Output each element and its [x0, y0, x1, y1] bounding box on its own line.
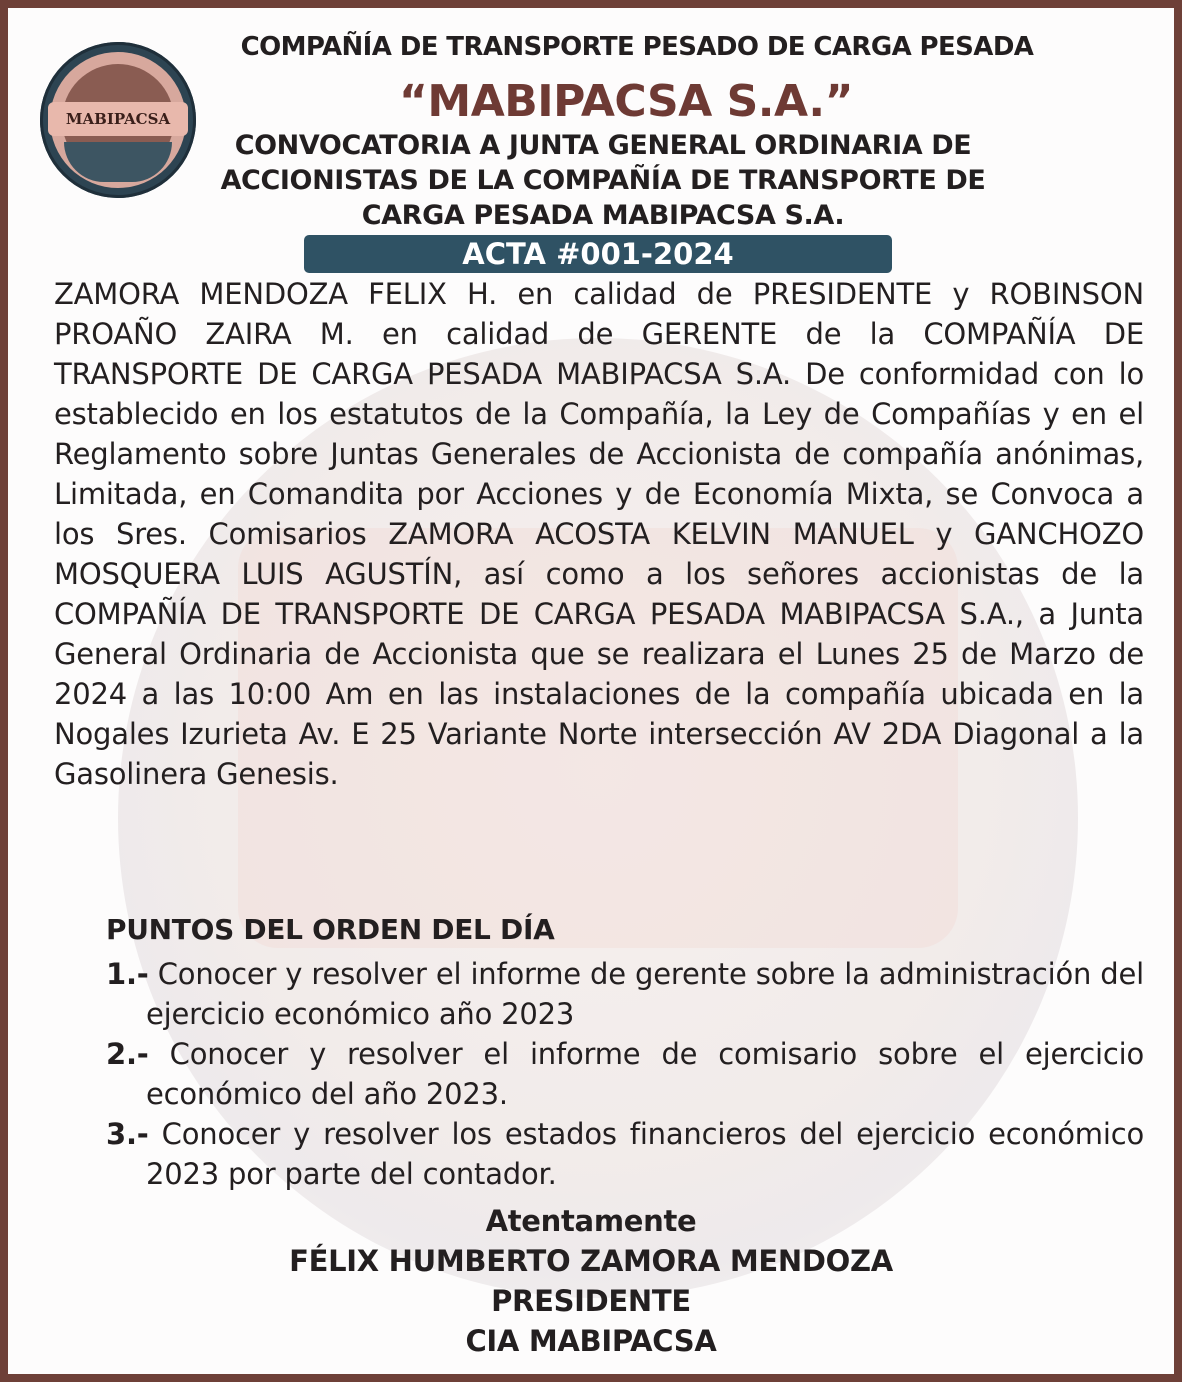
- orden-item-number: 2.-: [106, 1037, 149, 1071]
- orden-item-3: [106, 1114, 1144, 1194]
- orden-item-2: [106, 1034, 1144, 1114]
- orden-item-text: Conocer y resolver el informe de gerente sobre la administración del ejercicio económico año 2023: [146, 957, 1144, 1031]
- convocatoria-title: CONVOCATORIA A JUNTA GENERAL ORDINARIA DE ACCIONISTAS DE LA COMPAÑÍA DE TRANSPORTE DE CARGA PESADA MABIPACSA S.A.: [220, 130, 986, 231]
- signature-org: CIA MABIPACSA: [465, 1324, 717, 1358]
- orden-item-1: [106, 954, 1144, 1034]
- logo-text: MABIPACSA: [48, 102, 188, 136]
- orden-item-text: Conocer y resolver los estados financieros del ejercicio económico 2023 por parte del contador.: [146, 1117, 1144, 1191]
- brand-title: “MABIPACSA S.A.”: [399, 76, 853, 127]
- orden-item-text: Conocer y resolver el informe de comisario sobre el ejercicio económico del año 2023.: [146, 1037, 1144, 1111]
- signature-name: FÉLIX HUMBERTO ZAMORA MENDOZA: [289, 1244, 893, 1278]
- orden-item-number: 1.-: [106, 957, 149, 991]
- signature-closing: Atentamente: [485, 1204, 697, 1238]
- orden-list: [106, 954, 1144, 1194]
- convocatoria-paragraph: ZAMORA MENDOZA FELIX H. en calidad de PRESIDENTE y ROBINSON PROAÑO ZAIRA M. en calidad de GERENTE de la COMPAÑÍA DE TRANSPORTE DE CARGA PESADA MABIPACSA S.A. De conformidad con lo establecido en los estatutos de la Compañía, la Ley de Compañías y en el Reglamento sobre Juntas Generales de Accionista de compañía anónimas, Limitada, en Comandita por Acciones y de Economía Mixta, se Convoca a los Sres. Comisarios ZAMORA ACOSTA KELVIN MANUEL y GANCHOZO MOSQUERA LUIS AGUSTÍN, así como a los señores accionistas de la COMPAÑÍA DE TRANSPORTE DE CARGA PESADA MABIPACSA S.A., a Junta General Ordinaria de Accionista que se realizara el Lunes 25 de Marzo de 2024 a las 10:00 Am en las instalaciones de la compañía ubicada en la Nogales Izurieta Av. E 25 Variante Norte intersección AV 2DA Diagonal a la Gasolinera Genesis.: [54, 277, 1144, 791]
- company-line: COMPAÑÍA DE TRANSPORTE PESADO DE CARGA PESADA: [240, 32, 1034, 62]
- orden-title: PUNTOS DEL ORDEN DEL DÍA: [106, 913, 555, 946]
- acta-badge: ACTA #001-2024: [304, 235, 892, 273]
- signature-role: PRESIDENTE: [491, 1284, 691, 1318]
- orden-item-number: 3.-: [106, 1117, 149, 1151]
